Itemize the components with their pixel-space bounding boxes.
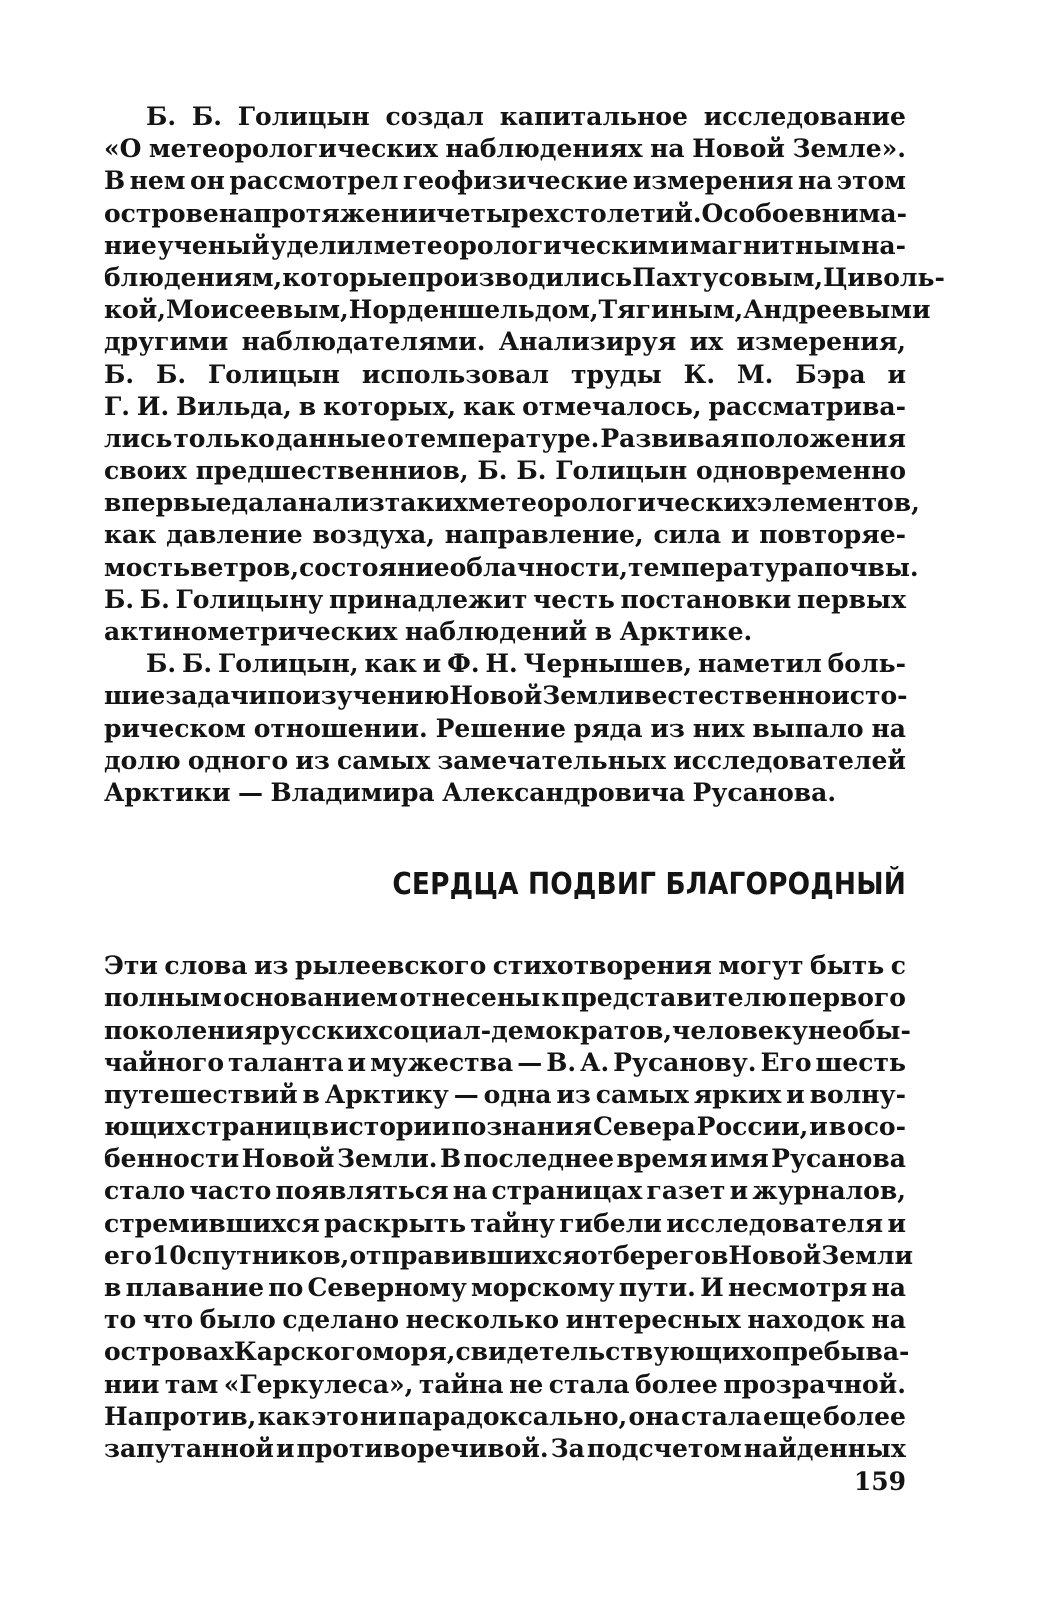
text-line: лись только данные о температуре. Развивая положения [104,423,906,453]
text-line: полным основанием отнесены к представителю первого [104,983,906,1013]
text-line: впервые дал анализ таких метеорологических элементов, [104,488,920,518]
text-line: Эти слова из рылеевского стихотворения могут быть с [104,951,906,981]
text-line: Б. Б. Голицын создал капитальное исследование [146,102,906,131]
text-line: его 10 спутников, отправившихся от берегов Новой Земли [104,1240,914,1270]
text-line: В нем он рассмотрел геофизические измерения на этом [104,166,906,196]
page-number: 159 [853,1467,906,1496]
text-line: ющих страниц в истории познания Севера России, и в осо- [104,1112,906,1142]
book-page [104,101,945,1465]
text-line: рическом отношении. Решение ряда из них выпало на [104,713,906,743]
text-line: ние ученый уделил метеорологическим и магнитным на- [104,230,906,260]
text-line: шие задачи по изучению Новой Земли в естественноисто- [104,681,908,711]
text-line: острове на протяжении четырех столетий. Особое внима- [104,198,907,228]
text-line: блюдениям, которые производились Пахтусовым, Циволь- [104,262,945,292]
paragraph-rusanov-intro [104,950,914,1465]
text-line: Арктики — Владимира Александровича Русанова. [104,777,837,807]
text-line: кой, Моисеевым, Норденшельдом, Тягиным, Андреевым и [104,295,931,325]
text-line: островах Карского моря, свидетельствующих о пребыва- [104,1337,910,1367]
text-line: чайного таланта и мужества — В. А. Русанову. Его шесть [104,1047,906,1077]
paragraph-golitsyn-tasks [104,648,906,809]
text-line: «О метеорологических наблюдениях на Новой Земле». [104,134,906,164]
text-line: Напротив, как это ни парадоксально, она стала еще более [104,1401,906,1431]
text-line: Б. Б. Голицыну принадлежит честь постановки первых [104,584,906,614]
text-line: поколения русских социал-демократов, человеку необы- [104,1015,911,1045]
text-line: как давление воздуха, направление, сила и повторяе- [104,520,906,550]
text-line: стало часто появляться на страницах газет и журналов, [104,1176,906,1206]
text-line: Б. Б. Голицын использовал труды К. М. Бэра и [104,359,906,389]
text-line: актинометрических наблюдений в Арктике. [104,617,753,646]
text-line: запутанной и противоречивой. За подсчетом найденных [104,1433,906,1463]
text-line: нии там «Геркулеса», тайна не стала более прозрачной. [104,1369,906,1399]
text-line: бенности Новой Земли. В последнее время имя Русанова [104,1144,906,1174]
text-line: то что было сделано несколько интересных находок на [104,1305,906,1335]
text-line: стремившихся раскрыть тайну гибели исследователя и [104,1208,906,1238]
text-line: долю одного из самых замечательных исследователей [104,745,906,775]
text-line: другими наблюдателями. Анализируя их измерения, [104,327,906,357]
text-line: своих предшественниов, Б. Б. Голицын одновременно [104,456,906,486]
text-line: в плавание по Северному морскому пути. И несмотря на [104,1273,906,1302]
text-line: Б. Б. Голицын, как и Ф. Н. Чернышев, наметил боль- [146,649,906,679]
text-line: путешествий в Арктику — одна из самых ярких и волну- [104,1079,906,1109]
section-heading: СЕРДЦА ПОДВИГ БЛАГОРОДНЫЙ [392,867,906,903]
text-line: Г. И. Вильда, в которых, как отмечалось, рассматрива- [104,391,906,421]
paragraph-golitsyn-research [104,101,945,648]
text-line: мость ветров, состояние облачности, температура почвы. [104,552,919,582]
